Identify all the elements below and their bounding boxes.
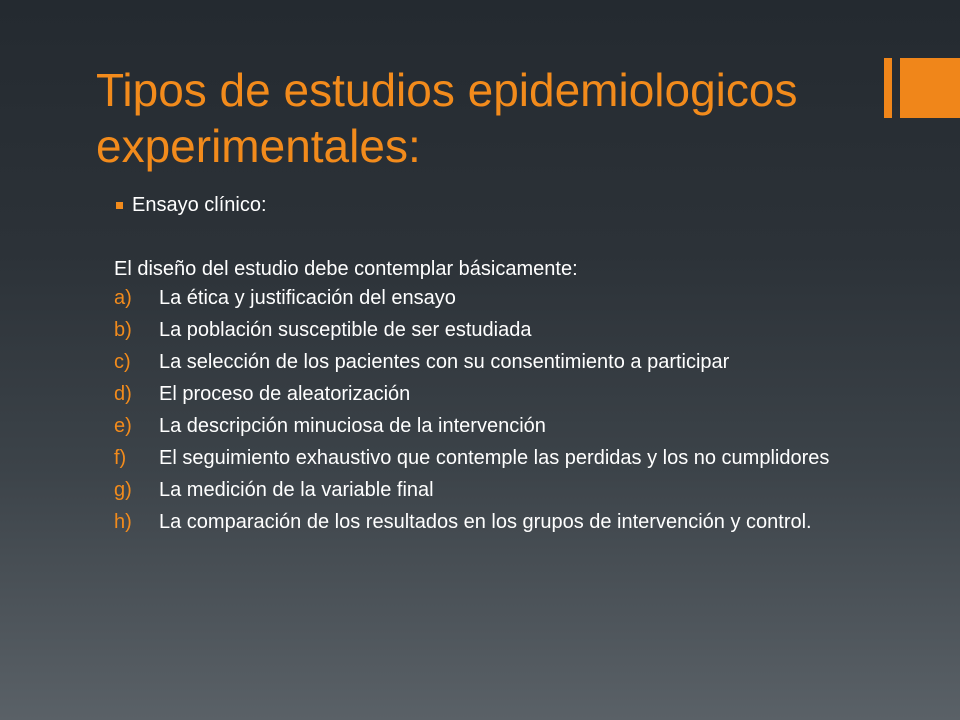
list-item xyxy=(114,286,854,310)
list-marker: f) xyxy=(114,447,127,469)
list-item-text: La comparación de los resultados en los grupos de intervención y control. xyxy=(159,511,812,533)
list-item-text: La población susceptible de ser estudiada xyxy=(159,319,532,341)
list-item-text: El proceso de aleatorización xyxy=(159,383,411,405)
list-item xyxy=(114,318,854,342)
square-bullet-icon xyxy=(116,202,123,209)
list-marker: d) xyxy=(114,383,132,405)
bullet-item xyxy=(114,190,854,220)
list-item-text: El seguimiento exhaustivo que contemple las perdidas y los no cumplidores xyxy=(159,447,830,469)
intro-text: El diseño del estudio debe contemplar básicamente: xyxy=(114,258,578,280)
list-marker: g) xyxy=(114,479,132,501)
criteria-list xyxy=(114,286,854,534)
bullet-text: Ensayo clínico: xyxy=(132,194,267,216)
slide-content xyxy=(114,190,854,534)
list-marker: b) xyxy=(114,319,132,341)
list-item-text: La medición de la variable final xyxy=(159,479,434,501)
list-marker: e) xyxy=(114,415,132,437)
list-item-text: La selección de los pacientes con su consentimiento a participar xyxy=(159,351,730,373)
list-item xyxy=(114,382,854,406)
list-marker: a) xyxy=(114,287,132,309)
slide-title: Tipos de estudios epidemiologicos experimentales: xyxy=(96,64,798,172)
list-item xyxy=(114,414,854,438)
list-marker: c) xyxy=(114,351,131,373)
list-item xyxy=(114,510,854,534)
accent-bar-thick xyxy=(900,58,960,118)
list-item xyxy=(114,478,854,502)
list-marker: h) xyxy=(114,511,132,533)
list-item-text: La descripción minuciosa de la intervención xyxy=(159,415,546,437)
list-item xyxy=(114,350,854,374)
accent-bar-thin xyxy=(884,58,892,118)
list-item-text: La ética y justificación del ensayo xyxy=(159,287,456,309)
list-item xyxy=(114,446,854,470)
